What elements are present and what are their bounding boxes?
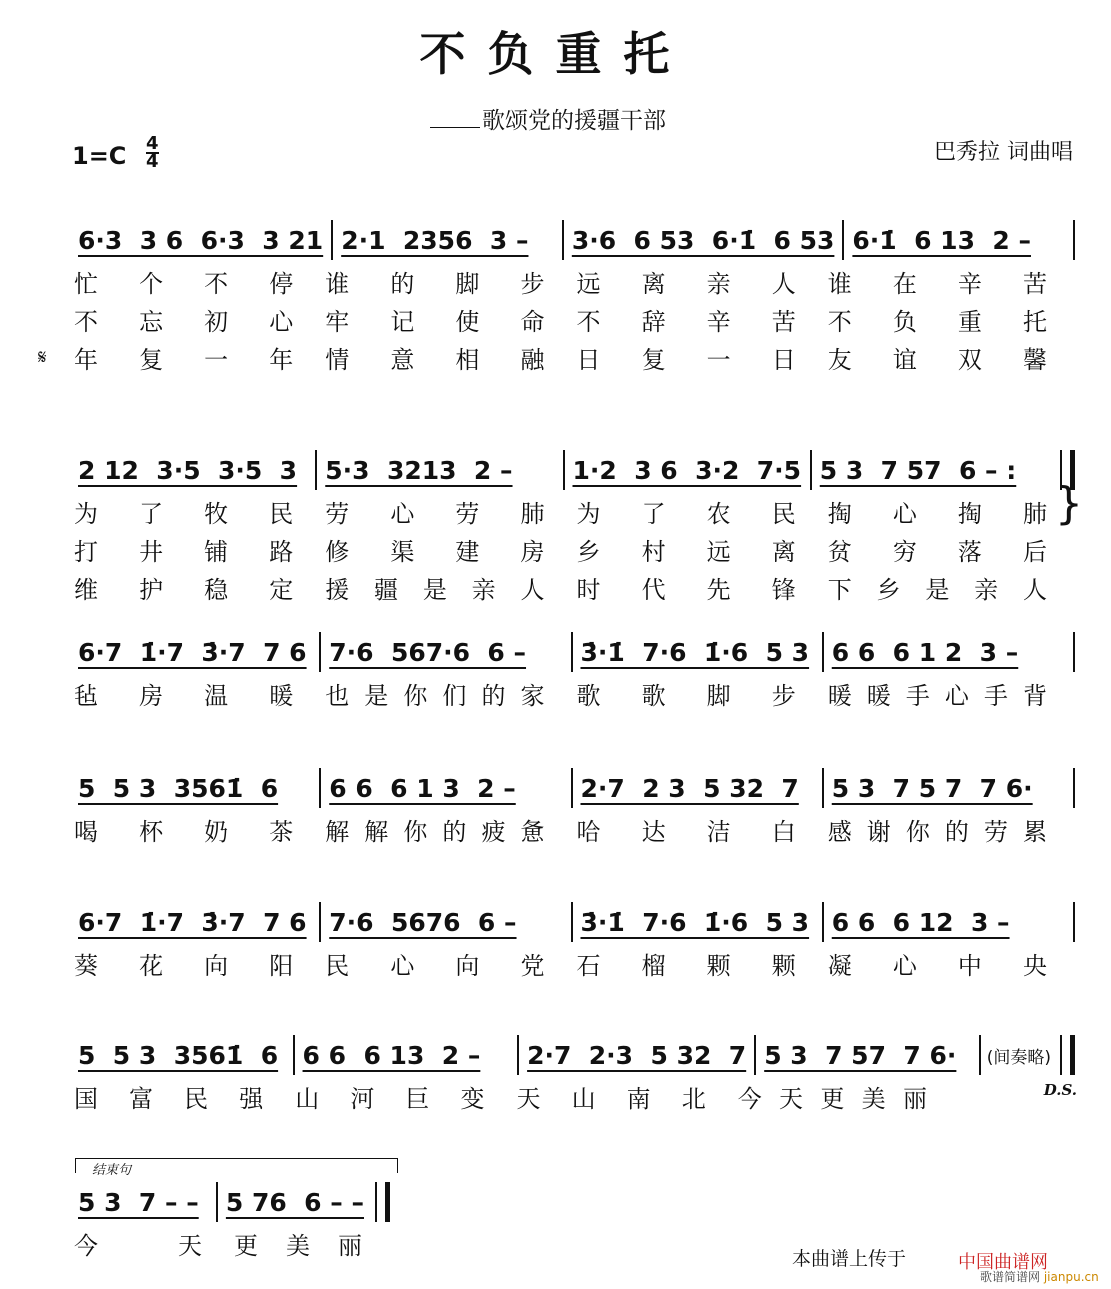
measure: 2·1 2356 3 – <box>341 225 529 255</box>
measure: 7·6 567·6 6 – <box>329 637 527 667</box>
lyric-measure: 毡房温暖 <box>74 681 294 710</box>
repeat-end-bar <box>1060 1035 1075 1075</box>
lyric-measure: 民心向党 <box>325 951 545 980</box>
score-row <box>70 1033 1075 1115</box>
measure: 5 76 6 – – <box>225 1187 364 1217</box>
measure: 6 6 6 1 2 3 – <box>831 637 1019 667</box>
lyric-measure: 山河巨变 <box>295 1084 485 1113</box>
lyric-measure: 今天更美丽 <box>737 1084 927 1113</box>
measure: 5 3 7 5 7 7 6· <box>831 773 1033 803</box>
subtitle-text: 歌颂党的援疆干部 <box>482 108 666 134</box>
key-signature: 1=C <box>72 142 127 170</box>
score-row <box>70 766 1075 848</box>
measure: 2·7 2·3 5 32 7 <box>527 1040 747 1070</box>
measure: 5·3 3213 2 – <box>325 455 513 485</box>
ending-label: 结束句 <box>75 1158 398 1173</box>
lyric-measure: 今天 <box>74 1231 202 1260</box>
lyric-measure: 葵花向阳 <box>74 951 294 980</box>
lyric-line <box>70 1224 390 1262</box>
notes-line <box>70 630 1075 674</box>
measure: 5 3 7 57 6 – : <box>819 455 1017 485</box>
lyric-line <box>70 530 1075 568</box>
measure: 2 12 3·5 3·5 3 <box>78 455 298 485</box>
lyric-line <box>70 262 1075 300</box>
measure: 1·2 3 6 3·2 7·5 <box>572 455 802 485</box>
lyric-measure: 也是你们的家 <box>325 681 545 710</box>
lyric-measure: 更美丽 <box>234 1231 362 1260</box>
credit: 巴秀拉 词曲唱 <box>934 140 1073 165</box>
lyric-measure: 日复一日 <box>576 345 796 374</box>
lyric-line <box>70 1077 1075 1115</box>
notes-line <box>70 218 1075 262</box>
lyric-measure: 不辞辛苦 <box>576 307 796 336</box>
measure: 6·7 1̇·7 3̇·7 7 6 <box>78 907 307 937</box>
time-signature <box>146 133 159 172</box>
lyric-measure: 年复一年 <box>74 345 294 374</box>
lyric-measure: 远离亲人 <box>576 269 796 298</box>
ds-marking: D.S. <box>1043 1081 1077 1099</box>
notes-line <box>70 766 1075 810</box>
lyric-measure: 暖暖手心手背 <box>827 681 1047 710</box>
interlude-note: (间奏略) <box>986 1047 1051 1068</box>
lyric-line <box>70 492 1075 530</box>
watermark-text: 本曲谱上传于 <box>792 1248 907 1270</box>
lyric-measure: 为了农民 <box>576 499 796 528</box>
lyric-measure: 为了牧民 <box>74 499 294 528</box>
bar-line <box>1073 768 1075 808</box>
measure: 6 6 6 12 3 – <box>831 907 1010 937</box>
watermark-brand: 中国曲谱网 <box>958 1252 1048 1273</box>
lyric-measure: 不负重托 <box>827 307 1047 336</box>
lyric-measure: 喝杯奶茶 <box>74 817 294 846</box>
lyric-measure: 时代先锋 <box>576 575 796 604</box>
final-bar <box>375 1182 390 1222</box>
notes-line <box>70 900 1075 944</box>
lyric-measure: 解解你的疲惫 <box>325 817 545 846</box>
measure: 5 5 3 3561̇ 6 <box>78 1040 279 1070</box>
bar-line <box>1073 902 1075 942</box>
score-row <box>70 448 1075 606</box>
lyric-line <box>70 674 1075 712</box>
lyric-measure: 劳心劳肺 <box>325 499 545 528</box>
lyric-measure: 感谢你的劳累 <box>827 817 1047 846</box>
measure: 2·7 2 3 5 32 7 <box>580 773 799 803</box>
segno-icon: 𝄋 <box>38 345 47 369</box>
lyric-measure: 贫穷落后 <box>827 537 1047 566</box>
score-row <box>70 630 1075 712</box>
lyric-measure: 修渠建房 <box>325 537 545 566</box>
lyric-measure: 掏心掏肺 <box>827 499 1047 528</box>
lyric-measure: 不忘初心 <box>74 307 294 336</box>
lyric-measure: 维护稳定 <box>74 575 294 604</box>
lyric-measure: 哈达洁白 <box>576 817 796 846</box>
score-row <box>38 218 1075 376</box>
lyric-measure: 情意相融 <box>325 345 545 374</box>
score-row <box>70 900 1075 982</box>
measure: 5 5 3 3561̇ 6 <box>78 773 279 803</box>
notes-line <box>70 1180 390 1224</box>
lyric-measure: 国富民强 <box>74 1084 264 1113</box>
lyric-measure: 乡村远离 <box>576 537 796 566</box>
lyric-measure: 忙个不停 <box>74 269 294 298</box>
measure: 3·6 6 53 6·1̇ 6 53 <box>571 225 835 255</box>
measure: 6·1̇ 6 13 2 – <box>852 225 1031 255</box>
song-title: 不负重托 <box>419 27 692 81</box>
measure: 6 6 6 1 3 2 – <box>329 773 516 803</box>
lyric-line <box>38 338 1075 376</box>
measure: 5 3 7 – – <box>78 1187 199 1217</box>
site-url: jianpu.cn <box>1043 1270 1099 1284</box>
measure: 5 3 7 57 7 6· <box>764 1040 957 1070</box>
lyric-measure: 牢记使命 <box>325 307 545 336</box>
bar-line <box>1073 220 1075 260</box>
ending-row <box>70 1180 390 1262</box>
measure: 3̇·1̇ 7·6 1̇·6 5 3 <box>580 907 810 937</box>
brace: } <box>1055 478 1083 529</box>
site-cn: 歌谱简谱网 <box>980 1270 1041 1284</box>
lyric-line <box>70 944 1075 982</box>
watermark-site <box>980 1268 1099 1285</box>
measure: 6·3 3 6 6·3 3 21 <box>78 225 324 255</box>
measure: 7·6 5676 6 – <box>329 907 517 937</box>
measure: 3̇·1̇ 7·6 1̇·6 5 3 <box>580 637 810 667</box>
time-bottom: 4 <box>146 151 159 172</box>
time-top: 4 <box>146 133 159 154</box>
lyric-line <box>70 300 1075 338</box>
lyric-measure: 凝心中央 <box>827 951 1047 980</box>
lyric-line <box>70 568 1075 606</box>
lyric-measure: 打井铺路 <box>74 537 294 566</box>
lyric-measure: 石榴颗颗 <box>576 951 796 980</box>
subtitle <box>430 102 666 135</box>
notes-line <box>70 1033 1075 1077</box>
lyric-measure: 友谊双馨 <box>827 345 1047 374</box>
lyric-measure: 歌歌脚步 <box>576 681 796 710</box>
lyric-line <box>70 810 1075 848</box>
lyric-measure: 谁在辛苦 <box>827 269 1047 298</box>
lyric-measure: 天山南北 <box>516 1084 706 1113</box>
lyric-measure: 援疆是亲人 <box>325 575 545 604</box>
measure: 6 6 6 13 2 – <box>302 1040 481 1070</box>
notes-line <box>70 448 1075 492</box>
bar-line <box>1073 632 1075 672</box>
lyric-measure: 谁的脚步 <box>325 269 545 298</box>
measure: 6·7 1̇·7 3̇·7 7 6 <box>78 637 307 667</box>
lyric-measure: 下乡是亲人 <box>827 575 1047 604</box>
